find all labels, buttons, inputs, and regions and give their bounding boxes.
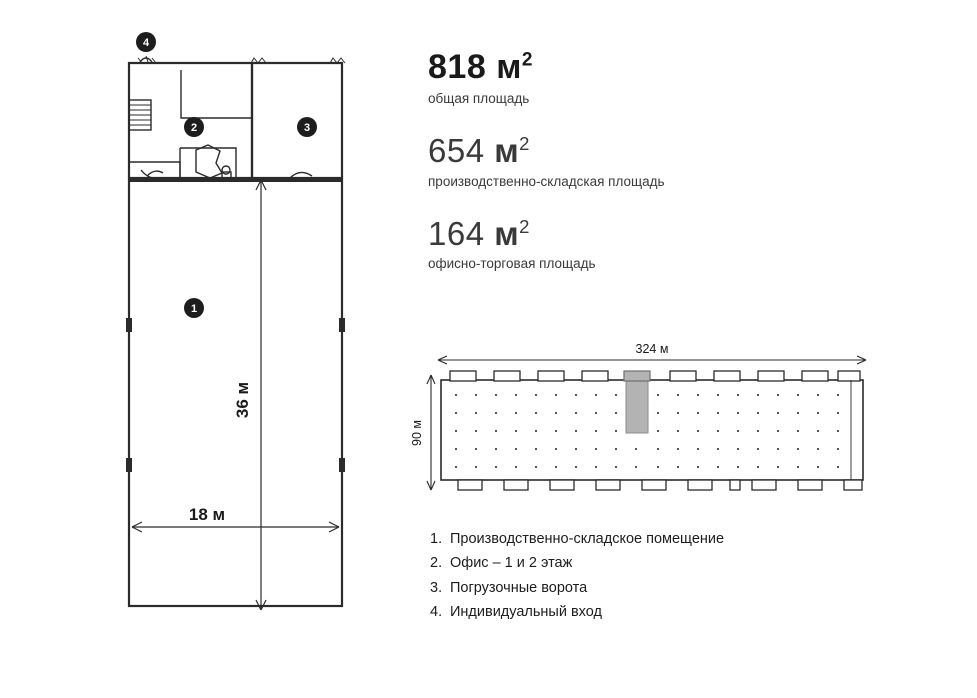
stat-total <box>428 50 968 108</box>
wall-tick-right-2 <box>339 458 345 472</box>
legend <box>430 528 950 626</box>
legend-label: Индивидуальный вход <box>450 604 602 621</box>
floorplan-markers <box>136 32 317 318</box>
site-highlight-entrance <box>624 371 650 381</box>
dim-height <box>256 180 266 610</box>
wall-top-thick <box>129 178 342 182</box>
stat-warehouse-label: производственно-складская площадь <box>428 173 665 189</box>
legend-item <box>430 552 950 574</box>
wall-segment-a <box>129 162 180 178</box>
legend-label: Производственно-складское помещение <box>450 531 725 547</box>
floorplan-height-label: 36 м <box>233 381 252 419</box>
site-height-label: 90 м <box>410 420 424 446</box>
site-plan-svg <box>408 335 968 515</box>
site-highlight-unit <box>626 380 648 433</box>
wall-tick-left-1 <box>126 318 132 332</box>
legend-item <box>430 601 950 623</box>
marker-4 <box>136 32 156 52</box>
site-plan <box>408 335 968 515</box>
fixture-icon <box>222 166 230 174</box>
dim-width <box>132 522 339 532</box>
wall-tick-left-2 <box>126 458 132 472</box>
legend-number: 3. <box>430 579 443 596</box>
legend-number: 4. <box>430 604 443 621</box>
marker-2 <box>184 117 204 137</box>
marker-1-label: 1 <box>190 303 198 315</box>
site-dim-width <box>438 356 866 364</box>
site-width-label: 324 м <box>635 342 669 356</box>
stats-panel <box>428 50 968 300</box>
floorplan-width-label: 18 м <box>188 505 226 524</box>
marker-4-label: 4 <box>142 37 150 49</box>
floor-plan-svg <box>0 0 420 693</box>
legend-number: 1. <box>430 531 443 547</box>
legend-number: 2. <box>430 555 443 572</box>
site-building-outline <box>441 380 863 480</box>
marker-1 <box>184 298 204 318</box>
stat-office <box>428 214 968 274</box>
upper-right-outline <box>252 63 342 178</box>
legend-label: Офис – 1 и 2 этаж <box>450 555 573 572</box>
legend-item <box>430 528 950 550</box>
marker-2-label: 2 <box>190 122 198 134</box>
door-arc-2 <box>147 171 163 176</box>
partition-shape <box>196 145 222 178</box>
stat-total-value: 818 $м^2$ <box>428 48 533 86</box>
stat-total-label: общая площадь <box>428 90 530 106</box>
stairs-treads <box>129 105 151 125</box>
floor-plan <box>0 0 420 693</box>
stat-office-value: 164 $м^2$ <box>428 214 530 252</box>
legend-item <box>430 577 950 599</box>
stat-warehouse <box>428 131 968 191</box>
marker-3-label: 3 <box>303 122 311 134</box>
site-bottom-entrances <box>458 480 862 490</box>
site-dim-height <box>427 375 435 490</box>
stat-office-label: офисно-торговая площадь <box>428 256 596 272</box>
legend-label: Погрузочные ворота <box>450 579 588 596</box>
stat-warehouse-value: 654 $м^2$ <box>428 131 530 169</box>
marker-3 <box>297 117 317 137</box>
wall-segment-d <box>181 70 252 118</box>
door-arc-entrance <box>140 58 152 62</box>
wall-tick-right-1 <box>339 318 345 332</box>
